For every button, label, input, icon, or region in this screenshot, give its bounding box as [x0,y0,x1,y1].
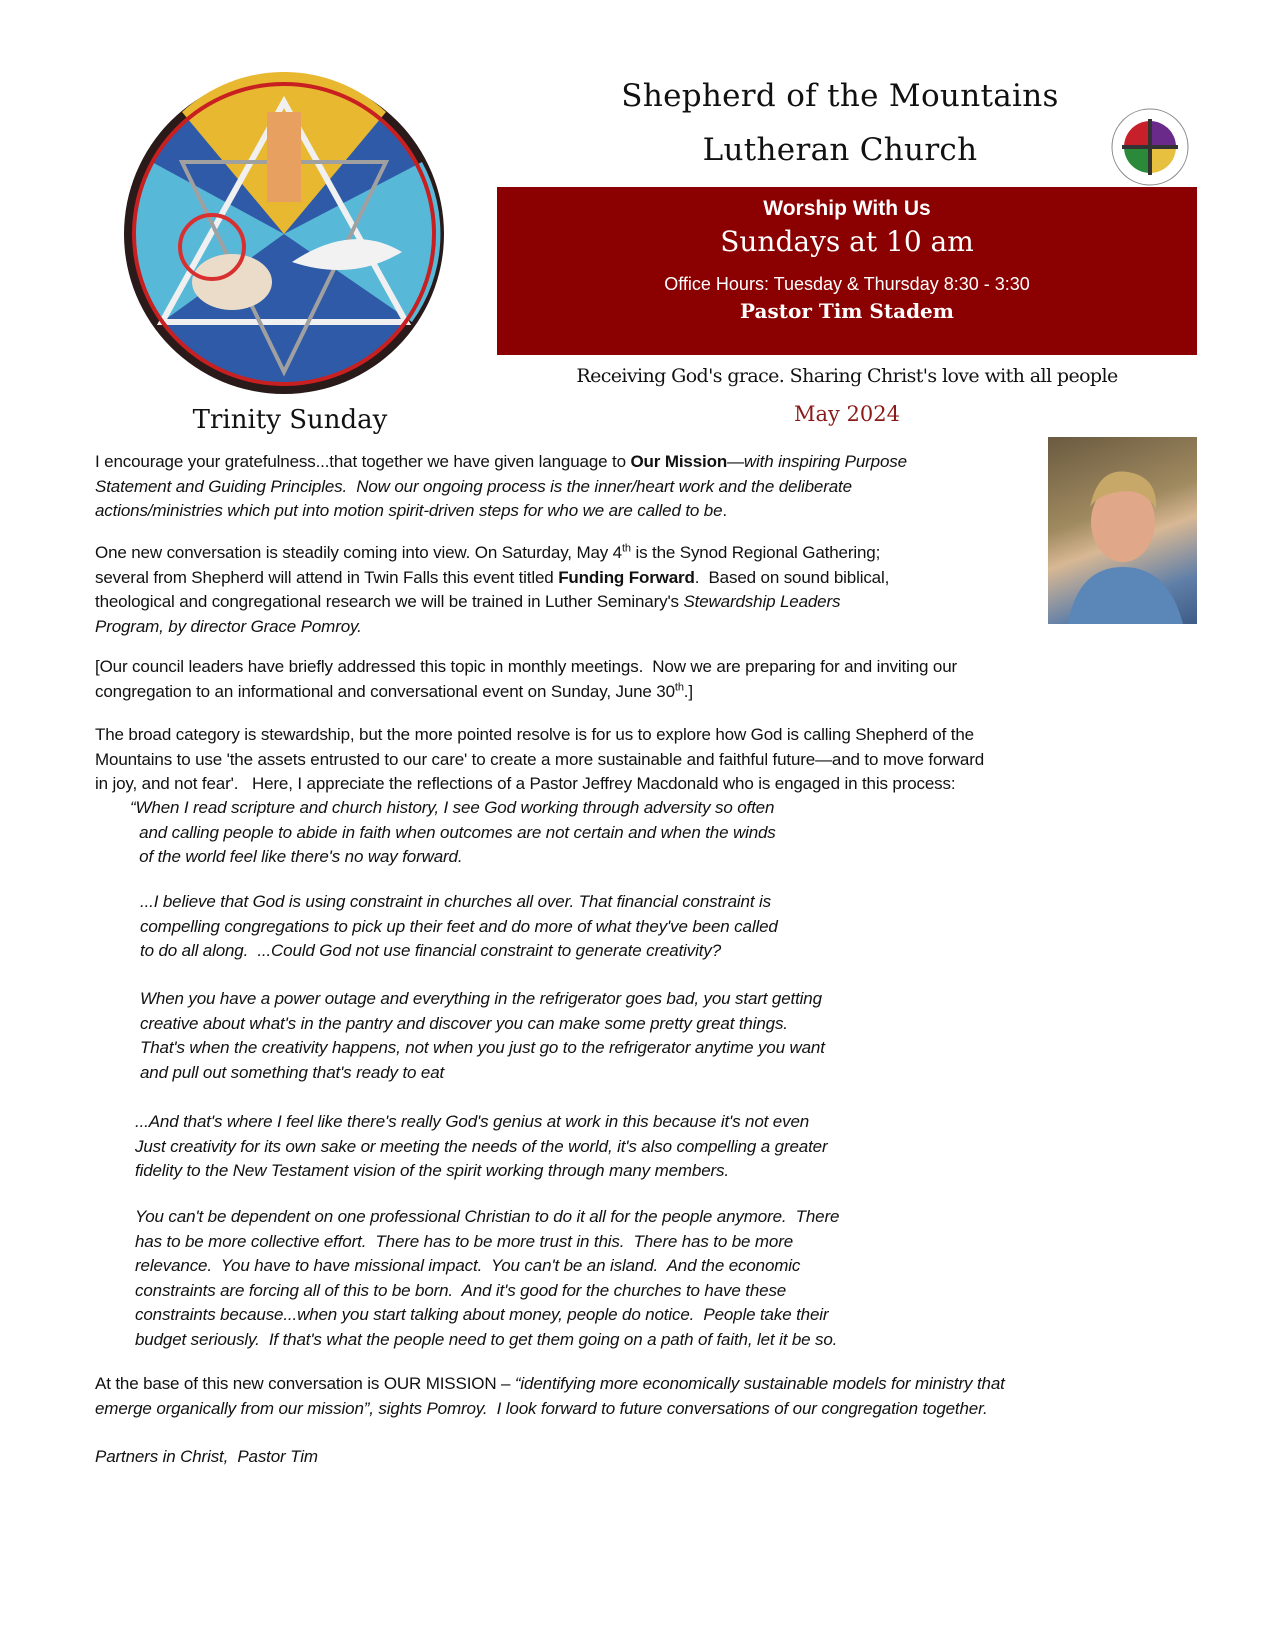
paragraph [95,1372,1005,1421]
text-run: fidelity to the New Testament vision of the spirit working through many members. [135,1161,729,1181]
church-name-line2: Lutheran Church [702,132,978,168]
text-line [95,748,984,773]
text-run: relevance. You have to have missional impact. You can't be an island. And the economic [135,1256,801,1276]
text-line [95,541,889,566]
text-run: and calling people to abide in faith when outcomes are not certain and when the winds [130,822,776,842]
text-line [95,772,984,797]
text-run: The broad category is stewardship, but the more pointed resolve is for us to explore how God is calling Shepherd of the [95,725,974,744]
text-run: —with inspiring Purpose [727,452,907,471]
text-line [140,890,778,915]
worship-heading: Worship With Us [763,197,931,220]
text-line [135,1230,839,1255]
church-name-line1: Shepherd of the Mountains [621,78,1059,114]
text-run: . [722,501,727,521]
text-run: One new conversation is steadily coming into view. On Saturday, May 4 [95,543,622,562]
text-run: has to be more collective effort. There has to be more trust in this. There has to be more [135,1231,794,1251]
quote-paragraph [140,987,825,1085]
text-line [135,1328,839,1353]
worship-banner [497,187,1197,355]
text-run: congregation to an informational and conversational event on Sunday, June 30 [95,681,675,701]
text-run: ...I believe that God is using constraint in churches all over. That financial constraint is [140,892,771,911]
text-run: of the world feel like there's no way forward. [130,847,463,867]
text-line [95,566,889,591]
text-line [130,845,776,870]
trinity-stained-glass-image [122,72,447,397]
text-run: Program, by director Grace Pomroy. [95,616,362,636]
text-run: in joy, and not fear'. Here, I appreciate the reflections of a Pastor Jeffrey Macdonald who is engaged in this process: [95,774,956,794]
image-caption: Trinity Sunday [192,405,388,435]
text-run: Stewardship Leaders [683,592,841,612]
text-run: Just creativity for its own sake or meeting the needs of the world, it's also compelling a greater [135,1136,828,1156]
text-run: is the Synod Regional Gathering; [630,543,881,562]
text-run: creative about what's in the pantry and discover you can make some pretty great things. [140,1013,788,1033]
text-run: constraints because...when you start talking about money, people do notice. People take their [135,1305,829,1325]
text-run: actions/ministries which put into motion spirit-driven steps for who we are called to be [95,501,723,521]
text-line [140,939,778,964]
text-line [95,680,957,705]
text-line [135,1303,839,1328]
text-line [135,1254,839,1279]
office-hours: Office Hours: Tuesday & Thursday 8:30 - 3:30 [664,274,1030,294]
text-run: “identifying more economically sustainable models for ministry that [514,1374,1005,1393]
text-line [135,1279,839,1304]
pastor-name: Pastor Tim Stadem [740,299,954,323]
text-line [95,1445,318,1470]
text-line [140,987,825,1012]
quote-paragraph [130,796,776,870]
text-line [95,615,889,640]
service-time: Sundays at 10 am [720,225,974,258]
text-line [135,1110,828,1135]
text-run: budget seriously. If that's what the people need to get them going on a path of faith, let it be so. [135,1329,838,1349]
text-line [135,1205,839,1230]
text-run: That's when the creativity happens, not when you just go to the refrigerator anytime you want [140,1038,825,1058]
text-run: I encourage your gratefulness...that together we have given language to [95,452,631,471]
text-run: and pull out something that's ready to eat [140,1062,445,1082]
text-run: theological and congregational research we will be trained in Luther Seminary's [95,592,684,612]
text-line [95,499,907,524]
text-line [95,655,957,680]
text-run: Statement and Guiding Principles. Now our ongoing process is the inner/heart work and the deliberate [95,476,852,496]
paragraph [95,655,957,704]
text-run: compelling congregations to pick up their feet and do more of what they've been called [140,916,778,936]
text-run: You can't be dependent on one professional Christian to do it all for the people anymore. There [135,1207,840,1226]
text-line [130,821,776,846]
text-run: ...And that's where I feel like there's really God's genius at work in this because it's not even [135,1112,810,1131]
paragraph [95,541,889,639]
quote-paragraph [135,1205,839,1353]
text-line [95,475,907,500]
text-line [135,1135,828,1160]
paragraph [95,1445,318,1470]
text-line [95,723,984,748]
text-run: to do all along. ...Could God not use financial constraint to generate creativity? [140,941,722,961]
text-line [140,1012,825,1037]
text-line [130,796,776,821]
text-run: th [622,542,631,555]
text-run: . Based on sound biblical, [694,567,890,587]
quote-paragraph [135,1110,828,1184]
text-run: Funding Forward [558,567,695,587]
tagline: Receiving God's grace. Sharing Christ's love with all people [576,365,1118,387]
text-line [95,590,889,615]
text-run: th [674,680,684,693]
text-run: “When I read scripture and church history, I see God working through adversity so often [130,798,775,817]
text-line [95,1372,1005,1397]
paragraph [95,723,984,797]
text-line [95,1397,1005,1422]
pastor-photo [1048,437,1197,624]
text-run: Mountains to use 'the assets entrusted to our care' to create a more sustainable and faithful future—and to move forward [95,749,985,769]
text-line [95,450,907,475]
text-run: .] [683,681,693,701]
text-run: constraints are forcing all of this to be born. And it's good for the churches to have these [135,1280,787,1300]
text-run: At the base of this new conversation is OUR MISSION – [95,1374,515,1393]
text-line [135,1159,828,1184]
text-run: emerge organically from our mission”, sights Pomroy. I look forward to future conversations of our congregation together. [95,1398,988,1418]
text-line [140,1036,825,1061]
text-run: When you have a power outage and everything in the refrigerator goes bad, you start getting [140,989,822,1008]
text-run: [Our council leaders have briefly addressed this topic in monthly meetings. Now we are preparing for and inviting our [95,657,958,676]
newsletter-month: May 2024 [793,402,900,426]
text-run: Partners in Christ, Pastor Tim [95,1447,318,1466]
elca-logo [1110,107,1190,187]
text-run: several from Shepherd will attend in Twin Falls this event titled [95,567,559,587]
paragraph [95,450,907,524]
text-run: Our Mission [630,452,728,471]
text-line [140,915,778,940]
text-line [140,1061,825,1086]
quote-paragraph [140,890,778,964]
